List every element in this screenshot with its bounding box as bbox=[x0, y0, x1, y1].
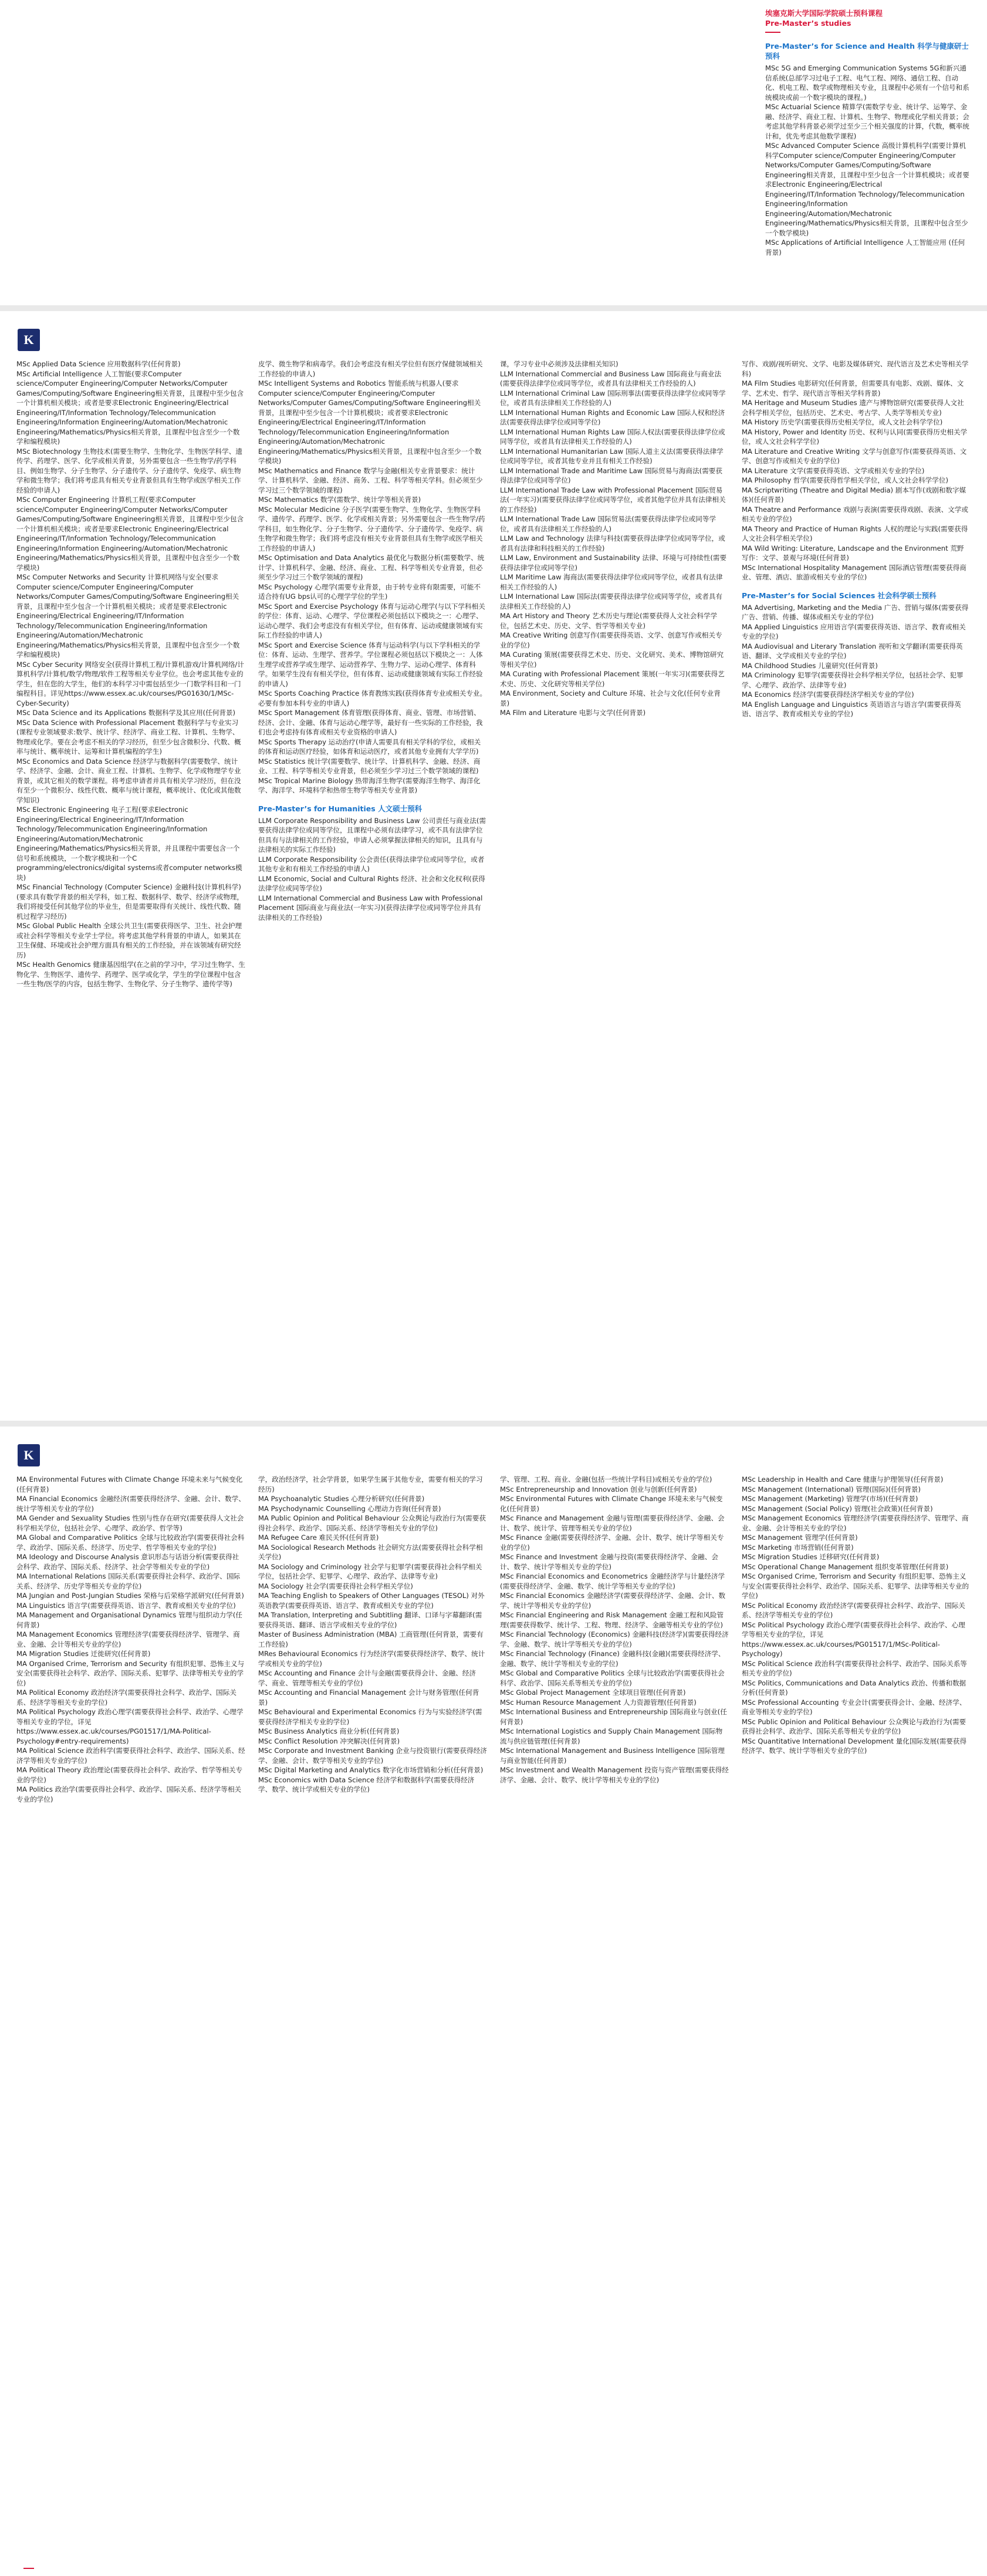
title-underline bbox=[765, 32, 780, 33]
course-entry: MSc Management 管理学(任何背景) bbox=[742, 1533, 858, 1542]
course-entry: MA Theatre and Performance 戏剧与表演(需要获得戏剧、表演、文学或相关专业的学位) bbox=[742, 505, 969, 523]
course-entry: MA Criminology 犯罪学(需要获得社会科学相关学位，包括社会学、犯罪学、心理学、政治学、法律等专业) bbox=[742, 671, 964, 689]
course-entry: MA Film Studies 电影研究(任何背景，但需要具有电影、戏剧、媒体、文学、艺术史、哲学、现代语言等相关学科背景) bbox=[742, 379, 964, 397]
course-entry: LLM Corporate Responsibility 公会责任(获得法律学位或同等学位，或者其他专业和有相关工作经验的申请人) bbox=[258, 855, 485, 873]
course-entry: LLM International Trade Law 国际贸易法(需要获得法律学位或同等学位，或者具有法律相关工作经验的人) bbox=[500, 515, 716, 533]
course-entry: MA History 历史学(需要获得历史相关学位，或人文社会科学学位) bbox=[742, 418, 943, 426]
entry-list bbox=[258, 359, 487, 795]
course-entry: MA Political Economy 政治经济学(需要获得社会科学、政治学、国际关系、经济学等相关专业的学位) bbox=[16, 1688, 236, 1707]
course-entry: MSc Financial Economics 金融经济学(需要获得经济学、金融、会计、数学、统计学等相关专业的学位) bbox=[500, 1592, 726, 1610]
course-entry: MSc International Business and Entrepreneurship 国际商业与创业(任何背景) bbox=[500, 1708, 727, 1726]
course-entry: MA Film and Literature 电影与文学(任何背景) bbox=[500, 709, 646, 717]
course-entry: MA Political Psychology 政治心理学(需要获得社会科学、政治学、心理学等相关专业的学位，详见https://www.essex.ac.uk/courses/PG01517/1/MA-Political-Psychology#entry-requirements) bbox=[16, 1708, 244, 1745]
course-entry: MA International Relations 国际关系(需要获得社会科学、政治学、国际关系、经济学、历史学等相关专业的学位) bbox=[16, 1572, 241, 1590]
entry-list bbox=[765, 63, 971, 257]
course-entry: MSc Financial Technology (Computer Science) 金融科技(计算机科学)(要求具有数学背景的相关学科，如工程、数据科学、数学、经济学或物理，我们将接受任何其他学位的毕业生，但是需要取得有关统计、线性代数、随机过程学习经历) bbox=[16, 883, 244, 921]
course-entry: MA Wild Writing: Literature, Landscape and the Environment 荒野写作：文学、景观与环境(任何背景) bbox=[742, 544, 964, 562]
course-entry: MA Literature and Creative Writing 文学与创意写作(需要获得英语、文学、创意写作或相关专业的学位) bbox=[742, 447, 967, 465]
course-entry: LLM International Criminal Law 国际刑事法(需要获得法律学位或同等学位，或者具有法律相关工作经验的人) bbox=[500, 389, 726, 407]
course-entry: LLM Maritime Law 海商法(需要获得法律学位或同等学位，或者具有法律相关工作经验的人) bbox=[500, 573, 723, 591]
course-entry: MA Teaching English to Speakers of Other Languages (TESOL) 对外英语教学(需要获得英语、语言学、教育或相关专业的学位) bbox=[258, 1592, 485, 1610]
course-entry: MA Curating 策展(需要获得艺术史、历史、文化研究、美术、博物馆研究等相关学位) bbox=[500, 650, 724, 669]
course-entry: MA Financial Economics 金融经济(需要获得经济学、金融、会计、数学、统计学等相关专业的学位) bbox=[16, 1495, 245, 1513]
column-1 bbox=[16, 1475, 245, 2564]
course-entry: MSc Economics and Data Science 经济学与数据科学(需要数学、统计学、经济学、金融、会计、商业工程、计算机、生物学、化学或物理学专业背景，或其它相关的数学课程。将考虑申请者并具有相关学习经历，但在没有至少一个微积分、线性代数、概率与统计课程，概率统计、优化或其他数学知识) bbox=[16, 757, 241, 804]
entry-list bbox=[742, 1475, 971, 1756]
course-entry: MSc Actuarial Science 精算学(需数学专业、统计学、运筹学、金融、经济学、商业工程、计算机、生物学、物理或化学相关背景；会考虑其他学科背景必须学过至少三个相关强度的计算，代数，概率统计和，优先考虑其他数学课程) bbox=[765, 103, 969, 140]
course-entry: MA Refugee Care 难民关怀(任何背景) bbox=[258, 1533, 379, 1542]
course-entry: MA Literature 文学(需要获得英语、文学或相关专业的学位) bbox=[742, 466, 925, 475]
course-entry: MSc Digital Marketing and Analytics 数字化市场营销和分析(任何背景) bbox=[258, 1766, 484, 1774]
course-entry: MA Childhood Studies 儿童研究(任何背景) bbox=[742, 661, 878, 670]
course-entry: MSc Applications of Artificial Intelligence 人工智能应用 (任何背景) bbox=[765, 238, 965, 257]
footer-underline bbox=[23, 2568, 34, 2569]
course-entry: MSc Marketing 市场营销(任何背景) bbox=[742, 1543, 854, 1552]
course-entry: MSc Advanced Computer Science 高级计算机科学(需要计算机科学Computer science/Computer Engineering/Computer Networks/Computer Games/Computing/Software Engineering相关背景，且课程中至少包含一个计算机模块；或者要求Electronic Engineering/Electrical Engineering/IT/Information Technology/Telecommunication Engineering/Information Engineering/Automation/Mechatronic Engineering/Mathematics/Physics相关背景，且课程中包含至少一个数学模块) bbox=[765, 141, 969, 237]
entry-list bbox=[500, 1475, 729, 1785]
course-entry: LLM International Commercial and Business Law with Professional Placement 国际商业与商业法(一年实习)(获得法律学位或同等学位并具有法律相关的工作经验) bbox=[258, 893, 483, 922]
course-entry: MSc Applied Data Science 应用数据科学(任何背景) bbox=[16, 360, 181, 368]
course-entry: MSc Electronic Engineering 电子工程(要求Electronic Engineering/Electrical Engineering/IT/Information Technology/Telecommunication Engineering/Information Engineering/Automation/Mechatronic Engineering/Mathematics/Physics相关背景，并且课程中需要包含一个信号和系统模块，一个数字模块和一个C programming/electronics/digital systems或者computer networks模块) bbox=[16, 805, 242, 882]
course-entry: MA Psychodynamic Counselling 心理动力咨询(任何背景) bbox=[258, 1504, 441, 1513]
course-entry: MSc Conflict Resolution 冲突解决(任何背景) bbox=[258, 1737, 400, 1745]
course-entry: LLM International Human Rights Law 国际人权法(需要获得法律学位或同等学位，或者具有法律相关工作经验的人) bbox=[500, 427, 725, 446]
course-entry: MSc Finance and Investment 金融与投资(需要获得经济学、金融、会计、数学、统计学等相关专业的学位) bbox=[500, 1553, 718, 1571]
course-entry: 皮学、微生物学和病毒学。我们会考虑没有相关学位但有医疗保健领域相关工作经验的申请人) bbox=[258, 360, 483, 378]
course-entry: MSc Politics, Communications and Data Analytics 政治、传播和数据分析(任何背景) bbox=[742, 1678, 966, 1697]
course-entry: MSc Corporate and Investment Banking 企业与投资银行(需要获得经济学、金融、会计、数学等相关专业的学位) bbox=[258, 1746, 487, 1765]
course-entry: LLM International Trade Law with Professional Placement 国际贸易法(一年实习)(需要获得法律学位或同等学位，或者其他学位并具有法律相关的工作经验) bbox=[500, 485, 726, 514]
page-title: 埃塞克斯大学国际学院硕士预科课程 bbox=[765, 9, 883, 18]
course-entry: MA Organised Crime, Terrorism and Security 有组织犯罪、恐怖主义与安全(需要获得社会科学、政治学、国际关系、犯罪学、法律等相关专业的学位) bbox=[16, 1659, 245, 1687]
section-heading-humanities: Pre-Master’s for Humanities 人文硕士预科 bbox=[258, 804, 422, 813]
entry-list bbox=[258, 816, 487, 923]
course-entry: MA Management Economics 管理经济学(需要获得经济学、管理学、商业、金融、会计等相关专业的学位) bbox=[16, 1630, 240, 1648]
course-entry: MA Heritage and Museum Studies 遗产与博物馆研究(需要获得人文社会科学相关学位，包括历史、艺术史、考古学、人类学等相关专业) bbox=[742, 399, 964, 417]
course-entry: MA Theory and Practice of Human Rights 人权的理论与实践(需要获得人文社会科学相关学位) bbox=[742, 524, 968, 542]
course-entry: LLM International Trade and Maritime Law 国际贸易与海商法(需要获得法律学位或同等学位) bbox=[500, 466, 722, 484]
logo-badge: K bbox=[18, 329, 40, 351]
course-entry: MSc Sport and Exercise Science 体育与运动科学(与以下学科相关的学位：体育、运动、生理学、营养学。学位课程必须包括以下模块之一：人体生理学或营养学或生理学、运动营养学、生物力学、运动心理学、体育科学。如果学生没有有相关学位，但有体育、运动或健康领域有实际工作经验的申请人) bbox=[258, 640, 483, 688]
course-entry: MSc International Logistics and Supply Chain Management 国际物流与供应链管理(任何背景) bbox=[500, 1727, 723, 1745]
course-entry: MA Jungian and Post-Jungian Studies 荣格与后荣格学派研究(任何背景) bbox=[16, 1592, 244, 1600]
page-1 bbox=[0, 0, 987, 305]
course-entry: MSc Management (Social Policy) 管理(社会政策)(任何背景) bbox=[742, 1504, 933, 1513]
course-entry: MA Creative Writing 创意写作(需要获得英语、文学、创意写作或相关专业的学位) bbox=[500, 631, 722, 649]
course-entry: MA History, Power and Identity 历史、权利与认同(需要获得历史相关学位，或人文社会科学学位) bbox=[742, 427, 968, 446]
course-entry: MSc Management Economics 管理经济学(需要获得经济学、管理学、商业、金融、会计等相关专业的学位) bbox=[742, 1514, 969, 1532]
course-entry: MSc Health Genomics 健康基因组学(在之前的学习中，学习过生物学、生物化学、生物医学、遗传学、药理学、医学或化学，学生的学位课程中包含一些生物/医学的内容，包括生物学、生物化学、分子生物学、遗传学等) bbox=[16, 960, 245, 988]
column-2 bbox=[258, 359, 487, 1409]
course-entry: MSc 5G and Emerging Communication Systems 5G和新兴通信系统(总部学习过电子工程、电气工程、网络、通信工程、自动化、机电工程、数学或物理相关专业，且课程中必须有一个信号和系统模块或前一个数字模块的课程。) bbox=[765, 64, 969, 102]
course-entry: MSc Sport Management 体育管理(获得体育、商业、管理、市场营销、经济、会计、金融、体育与运动心理学等，最好有一些实际的工作经验，我们也会考虑持有体育或相关专业资格的申请人) bbox=[258, 709, 483, 736]
course-entry: LLM Economic, Social and Cultural Rights 经济、社会和文化权利(获得法律学位或同等学位) bbox=[258, 874, 485, 892]
entry-list bbox=[258, 1475, 487, 1795]
course-entry: MSc Professional Accounting 专业会计(需要获得会计、金融、经济学、商业等相关专业的学位) bbox=[742, 1698, 966, 1716]
course-entry: MA Sociology 社会学(需要获得社会科学相关学位) bbox=[258, 1582, 413, 1590]
column-2 bbox=[258, 1475, 487, 2564]
page-2 bbox=[0, 311, 987, 1421]
course-entry: MA Linguistics 语言学(需要获得英语、语言学、教育或相关专业的学位) bbox=[16, 1601, 236, 1610]
course-entry: MSc Financial Technology (Economics) 金融科技(经济学)(需要获得经济学、金融、数学、统计学等相关专业的学位) bbox=[500, 1630, 729, 1648]
course-entry: MA Politics 政治学(需要获得社会科学、政治学、国际关系、经济学等相关专业的学位) bbox=[16, 1785, 242, 1803]
course-entry: MSc Management (Marketing) 管理学(市场)(任何背景) bbox=[742, 1495, 918, 1503]
page-subtitle: Pre-Master’s studies bbox=[765, 19, 851, 28]
course-entry: MSc Sport and Exercise Psychology 体育与运动心理学(与以下学科相关的学位：体育、运动、心理学、学位课程必须包括以下模块之一：心理学、运动心理学、我们会考虑没有有相关学位，但有体育、运动或健康领域有实际工作经验的申请人) bbox=[258, 602, 485, 639]
column-4 bbox=[742, 359, 971, 1409]
course-entry: MA Political Science 政治科学(需要获得社会科学、政治学、国际关系、经济学等相关专业的学位) bbox=[16, 1746, 245, 1765]
course-entry: MSc Political Science 政治科学(需要获得社会科学、政治学、国际关系等相关专业的学位) bbox=[742, 1659, 967, 1677]
course-entry: MSc Organised Crime, Terrorism and Security 有组织犯罪、恐怖主义与安全(需要获得社会科学、政治学、国际关系、犯罪学、法律等相关专业的学位) bbox=[742, 1572, 969, 1600]
course-entry: MA Audiovisual and Literary Translation 视听和文学翻译(需要获得英语、翻译、文学或相关专业的学位) bbox=[742, 642, 963, 660]
entry-list bbox=[742, 359, 971, 582]
course-entry: MA Curating with Professional Placement 策展(一年实习)(需要获得艺术史、历史、文化研究等相关学位) bbox=[500, 670, 725, 688]
course-entry: 学、管理、工程、商业、金融(包括一些统计学科目)或相关专业的学位) bbox=[500, 1475, 712, 1483]
course-entry: MSc Mathematics and Finance 数学与金融(相关专业背景要求：统计学、计算机科学、金融、经济、商务、工程、科学等相关学科。但必须至少学习过三个数学领域的课程) bbox=[258, 466, 483, 494]
course-entry: MSc Human Resource Management 人力资源管理(任何背景) bbox=[500, 1698, 697, 1707]
course-entry: LLM International Law 国际法(需要获得法律学位或同等学位，或者具有法律相关工作经验的人) bbox=[500, 592, 723, 611]
course-entry: MA English Language and Linguistics 英语语言与语言学(需要获得英语、语言学、教育或相关专业的学位) bbox=[742, 700, 961, 718]
section-heading-science: Pre-Master’s for Science and Health 科学与健康研士预科 bbox=[765, 42, 969, 60]
course-entry: LLM Law, Environment and Sustainability 法律、环境与可持续性(需要获得法律学位或同等学位) bbox=[500, 554, 727, 572]
course-entry: Master of Business Administration (MBA) 工商管理(任何背景，需要有工作经验) bbox=[258, 1630, 484, 1648]
column-3 bbox=[500, 359, 729, 1409]
course-entry: MSc Entrepreneurship and Innovation 创业与创新(任何背景) bbox=[500, 1485, 697, 1493]
course-entry: MSc Accounting and Finance 会计与金融(需要获得会计、金融、经济学、商业、管理等相关专业的学位) bbox=[258, 1669, 476, 1687]
course-entry: MA Gender and Sexuality Studies 性别与性存在研究(需要获得人文社会科学相关学位，包括社会学、心理学、政治学、哲学等) bbox=[16, 1514, 244, 1532]
course-entry: MA Management and Organisational Dynamics 管理与组织动力学(任何背景) bbox=[16, 1611, 242, 1629]
course-entry: LLM International Human Rights and Economic Law 国际人权和经济法(需要获得法律学位或同等学位) bbox=[500, 408, 725, 426]
course-entry: MA Art History and Theory 艺术历史与理论(需要获得人文社会科学学位，包括艺术史、历史、文学、哲学等相关专业) bbox=[500, 612, 718, 630]
course-entry: MA Ideology and Discourse Analysis 意识形态与话语分析(需要获得社会科学、政治学、国际关系、经济学、社会学等相关专业的学位) bbox=[16, 1553, 239, 1571]
course-entry: MSc Global Project Management 全球项目管理(任何背景) bbox=[500, 1688, 686, 1697]
course-entry: MSc Optimisation and Data Analytics 最优化与数据分析(需要数学、统计学、计算机科学、金融、经济、商业、工程、科学等相关专业背景，但必须至少学习过三个数学领域的课程) bbox=[258, 554, 485, 581]
entry-list bbox=[16, 1475, 245, 1804]
course-entry: MSc Artificial Intelligence 人工智能(要求Computer science/Computer Engineering/Computer Networks/Computer Games/Computing/Software Engineering相关背景，且课程中至少包含一个计算机相关模块；或者是要求Electronic Engineering/Electrical Engineering/IT/Information Technology/Telecommunication Engineering/Information Engineering/Automation/Mechatronic Engineering/Mathematics/Physics相关背景，且课程中包含至少一个数学和编程模块) bbox=[16, 369, 244, 446]
section-heading-social-sciences: Pre-Master’s for Social Sciences 社会科学硕士预科 bbox=[742, 591, 937, 600]
entry-list bbox=[16, 359, 245, 989]
course-entry: MSc Political Psychology 政治心理学(需要获得社会科学、政治学、心理学等相关专业的学位，详见https://www.essex.ac.uk/courses/PG01517/1/MSc-Political-Psychology) bbox=[742, 1620, 965, 1658]
course-entry: MSc Molecular Medicine 分子医学(需要生物学、生物化学、生物医学科学、遗传学、药理学、医学、化学或相关背景；另外需要包含一些生物学/药学科目，如生物化学、分子生物学、分子遗传学、分子遗传学、免疫学、病生物学和微生物学；我们将考虑没有相关专业背景但具有生物学或医学相关工作经验的申请人) bbox=[258, 505, 485, 552]
course-entry: MA Translation, Interpreting and Subtitling 翻译、口译与字幕翻译(需要获得英语、翻译、语言学或相关专业的学位) bbox=[258, 1611, 482, 1629]
course-entry: MSc Tropical Marine Biology 热带海洋生物学(需要海洋生物学、海洋化学、海洋学、环境科学和热带生物学等相关专业背景) bbox=[258, 776, 481, 794]
course-entry: MA Public Opinion and Political Behaviour 公众舆论与政治行为(需要获得社会科学、政治学、国际关系、经济学等相关专业的学位) bbox=[258, 1514, 486, 1532]
course-entry: MSc Finance 金融(需要获得经济学、金融、会计、数学、统计学等相关专业的学位) bbox=[500, 1533, 724, 1552]
entry-list bbox=[500, 359, 729, 718]
course-entry: LLM Law and Technology 法律与科技(需要获得法律学位或同等学位，或者具有法律和科技相关的工作经验) bbox=[500, 534, 725, 552]
course-entry: MA Global and Comparative Politics 全球与比较政治学(需要获得社会科学、政治学、国际关系、经济学、历史学、哲学等相关专业的学位) bbox=[16, 1533, 245, 1552]
course-entry: MSc Financial Economics and Econometrics 金融经济学与计量经济学(需要获得经济学、金融、数学、统计学等相关专业的学位) bbox=[500, 1572, 725, 1590]
column-4 bbox=[742, 1475, 971, 2564]
course-entry: MSc Biotechnology 生物技术(需要生物学、生物化学、生物医学科学、遗传学、药理学、医学、化学或相关背景，另外需要包含一些生物学/药学科目、例如生物学、分子生物学、分子遗传学、分子遗传学、免疫学、病生物学和微生物学；我们将考虑具有相关专业背景但具有生物学或医学相关工作经验的申请人) bbox=[16, 447, 242, 494]
course-entry: MA Environment, Society and Culture 环境、社会与文化(任何专业背景) bbox=[500, 689, 721, 707]
course-entry: MSc Quantitative International Development 量化国际发展(需要获得经济学、数学、统计学等相关专业的学位) bbox=[742, 1737, 967, 1755]
course-entry: MA Philosophy 哲学(需要获得哲学相关学位，或人文社会科学学位) bbox=[742, 476, 948, 484]
course-entry: MSc Intelligent Systems and Robotics 智能系统与机器人(要求Computer science/Computer Engineering/Computer Networks/Computer Games/Computing/Software Engineering相关背景，且课程中至少包含一个计算机模块；或者要求Electronic Engineering/Electrical Engineering/IT/Information Technology/Telecommunication Engineering/Information Engineering/Automation/Mechatronic Engineering/Mathematics/Physics相关背景，且课程中包含至少一个数学模块) bbox=[258, 379, 482, 465]
course-entry: MSc Statistics 统计学(需要数学、统计学、计算机科学、金融、经济、商业、工程、科学等相关专业背景，但必须至少学习过三个数学领域的课程) bbox=[258, 757, 481, 775]
course-entry: MSc Business Analytics 商业分析(任何背景) bbox=[258, 1727, 400, 1735]
course-entry: MSc Finance and Management 金融与管理(需要获得经济学、金融、会计、数学、统计学、管理等相关专业的学位) bbox=[500, 1514, 725, 1532]
course-entry: MSc International Hospitality Management 国际酒店管理(需要获得商业、管理、酒店、旅游或相关专业的学位) bbox=[742, 563, 966, 581]
course-entry: MA Applied Linguistics 应用语言学(需要获得英语、语言学、教育或相关专业的学位) bbox=[742, 622, 966, 640]
course-entry: MSc Sports Coaching Practice 体育教练实践(获得体育专业或相关专业。必要有参加本科专业的申请人) bbox=[258, 689, 487, 707]
column-1 bbox=[16, 359, 245, 1409]
course-entry: MSc Psychology 心理学(需要专业背景，由于转专业将有限需要，可能不适合持有UG bps认可的心理学学位的学生) bbox=[258, 582, 481, 601]
course-entry: MSc Migration Studies 迁移研究(任何背景) bbox=[742, 1553, 880, 1561]
course-entry: MSc Behavioural and Experimental Economics 行为与实验经济学(需要获得经济学相关专业的学位) bbox=[258, 1708, 482, 1726]
page-3 bbox=[0, 1427, 987, 2576]
course-entry: 课，学习专业中必须涉及法律相关知识) bbox=[500, 360, 618, 368]
course-entry: MSc Management (International) 管理(国际)(任何背景) bbox=[742, 1485, 921, 1493]
course-entry: MA Sociology and Criminology 社会学与犯罪学(需要获得社会科学相关学位，包括社会学、犯罪学、心理学、政治学、法律等专业) bbox=[258, 1562, 482, 1580]
intro-column bbox=[765, 8, 971, 294]
course-entry: MSc Economics with Data Science 经济学和数据科学(需要获得经济学、数学、统计学或相关专业的学位) bbox=[258, 1775, 475, 1793]
course-entry: MSc Sports Therapy 运动治疗(申请人需要具有相关学科的学位，或相关的体育和运动医疗经验，如体育和运动医疗，或者其他专业拥有大学学历) bbox=[258, 737, 481, 756]
course-entry: MSc Accounting and Financial Management 会计与财务管理(任何背景) bbox=[258, 1688, 479, 1707]
course-entry: MSc Computer Engineering 计算机工程(要求Computer science/Computer Engineering/Computer Networks/Computer Games/Computing/Software Engineering相关背景，且课程中至少包含一个计算机相关模块；或者是要求Electronic Engineering/Electrical Engineering/IT/Information Technology/Telecommunication Engineering/Information Engineering/Automation/Mechatronic Engineering/Mathematics/Physics相关背景，且课程中包含至少一个数学模块) bbox=[16, 495, 244, 572]
course-entry: MSc Investment and Wealth Management 投资与资产管理(需要获得经济学、金融、会计、数学、统计学等相关专业的学位) bbox=[500, 1766, 729, 1784]
column-3 bbox=[500, 1475, 729, 2564]
course-entry: MSc Financial Technology (Finance) 金融科技(金融)(需要获得经济学、金融、数学、统计学等相关专业的学位) bbox=[500, 1650, 725, 1668]
course-entry: MSc Global and Comparative Politics 全球与比较政治学(需要获得社会科学、政治学、国际关系等相关专业的学位) bbox=[500, 1669, 725, 1687]
entry-list bbox=[742, 603, 971, 719]
course-entry: MSc Data Science with Professional Placement 数据科学与专业实习(课程专业领域要求:数学、统计学、经济学、商业工程、计算机、生物学、物理或化学。要在会考虑不相关的学习经历，但至少包含微积分、代数、概率与统计、概率统计、运筹和计算机编程的学生) bbox=[16, 718, 241, 756]
course-entry: MSc Operational Change Management 组织变革管理(任何背景) bbox=[742, 1562, 949, 1571]
course-entry: 写作、戏剧/视听研究、文学、电影及媒体研究、现代语言及艺术史等相关学科) bbox=[742, 360, 969, 378]
course-entry: MA Political Theory 政治理论(需要获得社会科学、政治学、哲学等相关专业的学位) bbox=[16, 1766, 243, 1784]
course-entry: MA Psychoanalytic Studies 心理分析研究(任何背景) bbox=[258, 1495, 425, 1503]
course-entry: MSc Mathematics 数学(需数学、统计学等相关背景) bbox=[258, 495, 421, 504]
course-entry: MA Migration Studies 迁徙研究(任何背景) bbox=[16, 1650, 151, 1658]
course-entry: MSc Public Opinion and Political Behaviour 公众舆论与政治行为(需要获得社会科学、政治学、国际关系等相关专业的学位) bbox=[742, 1717, 966, 1735]
course-entry: LLM International Humanitarian Law 国际人道主义法(需要获得法律学位或同等学位，或者其他专业并且有相关工作经验) bbox=[500, 447, 724, 465]
course-entry: 学，政治经济学，社会学背景，如果学生属于其他专业，需要有相关的学习经历) bbox=[258, 1475, 483, 1493]
course-entry: LLM Corporate Responsibility and Business Law 公司责任与商业法(需要获得法律学位或同等学位，且课程中必须有法律学习，或不具有法律学位但具有与法律相关的工作经验，申请人必须掌握法律相关的知识，且具有与法律相关的实际工作经验) bbox=[258, 816, 486, 854]
course-entry: MSc Computer Networks and Security 计算机网络与安全(要求Computer science/Computer Engineering/Computer Networks/Computer Games/Computing/Software Engineering相关背景，且课程中至少包含一个计算机相关模块；或者是要求Electronic Engineering/Electrical Engineering/IT/Information Technology/Telecommunication Engineering/Information Engineering/Automation/Mechatronic Engineering/Mathematics/Physics相关背景，且课程中包含至少一个数学和编程模块) bbox=[16, 573, 240, 659]
course-entry: MA Sociological Research Methods 社会研究方法(需要获得社会科学相关学位) bbox=[258, 1543, 483, 1561]
course-entry: LLM International Commercial and Business Law 国际商业与商业法(需要获得法律学位或同等学位，或者具有法律相关工作经验的人) bbox=[500, 369, 722, 387]
course-entry: MA Advertising, Marketing and the Media 广告、营销与媒体(需要获得广告、营销、传播、媒体或相关专业的学位) bbox=[742, 603, 969, 621]
course-entry: MRes Behavioural Economics 行为经济学(需要获得经济学、数学、统计学或相关专业的学位) bbox=[258, 1650, 485, 1668]
course-entry: MA Environmental Futures with Climate Change 环境未来与气候变化(任何背景) bbox=[16, 1475, 243, 1493]
course-entry: MSc Environmental Futures with Climate Change 环境未来与气候变化(任何背景) bbox=[500, 1495, 723, 1513]
course-entry: MSc International Management and Business Intelligence 国际管理与商业智能(任何背景) bbox=[500, 1746, 725, 1765]
course-entry: MA Economics 经济学(需要获得经济学相关专业的学位) bbox=[742, 690, 914, 699]
course-entry: MSc Data Science and its Applications 数据科学及其应用(任何背景) bbox=[16, 709, 236, 717]
logo-badge: K bbox=[18, 1444, 40, 1466]
course-entry: MSc Leadership in Health and Care 健康与护理领导(任何背景) bbox=[742, 1475, 944, 1483]
course-entry: MSc Global Public Health 全球公共卫生(需要获得医学、卫生、社会护理或社会科学等相关专业学士学位。将考虑其他学科背景的申请人，如果其在卫生保健、环境或社会护理方面具有相关的工作经验，并在该领域有研究经历) bbox=[16, 922, 242, 959]
course-entry: MSc Political Economy 政治经济学(需要获得社会科学、政治学、国际关系、经济学等相关专业的学位) bbox=[742, 1601, 965, 1619]
course-entry: MA Scriptwriting (Theatre and Digital Media) 剧本写作(戏剧和数字媒体)(任何背景) bbox=[742, 485, 966, 504]
course-entry: MSc Cyber Security 网络安全(获得计算机工程/计算机游戏/计算机网络/计算机科学/计算机/数学/物理/软件工程等相关专业学位。也会考虑其他专业的学生，但在您的大学生，他们的本科学习中需包括至少一门数学科目和一门编程科目。详见https://www.essex.ac.uk/courses/PG01630/1/MSc-Cyber-Security) bbox=[16, 660, 244, 707]
course-entry: MSc Financial Engineering and Risk Management 金融工程和风险管理(需要获得数学、统计学、工程、物理、经济学、金融等相关专业的学位) bbox=[500, 1611, 724, 1629]
